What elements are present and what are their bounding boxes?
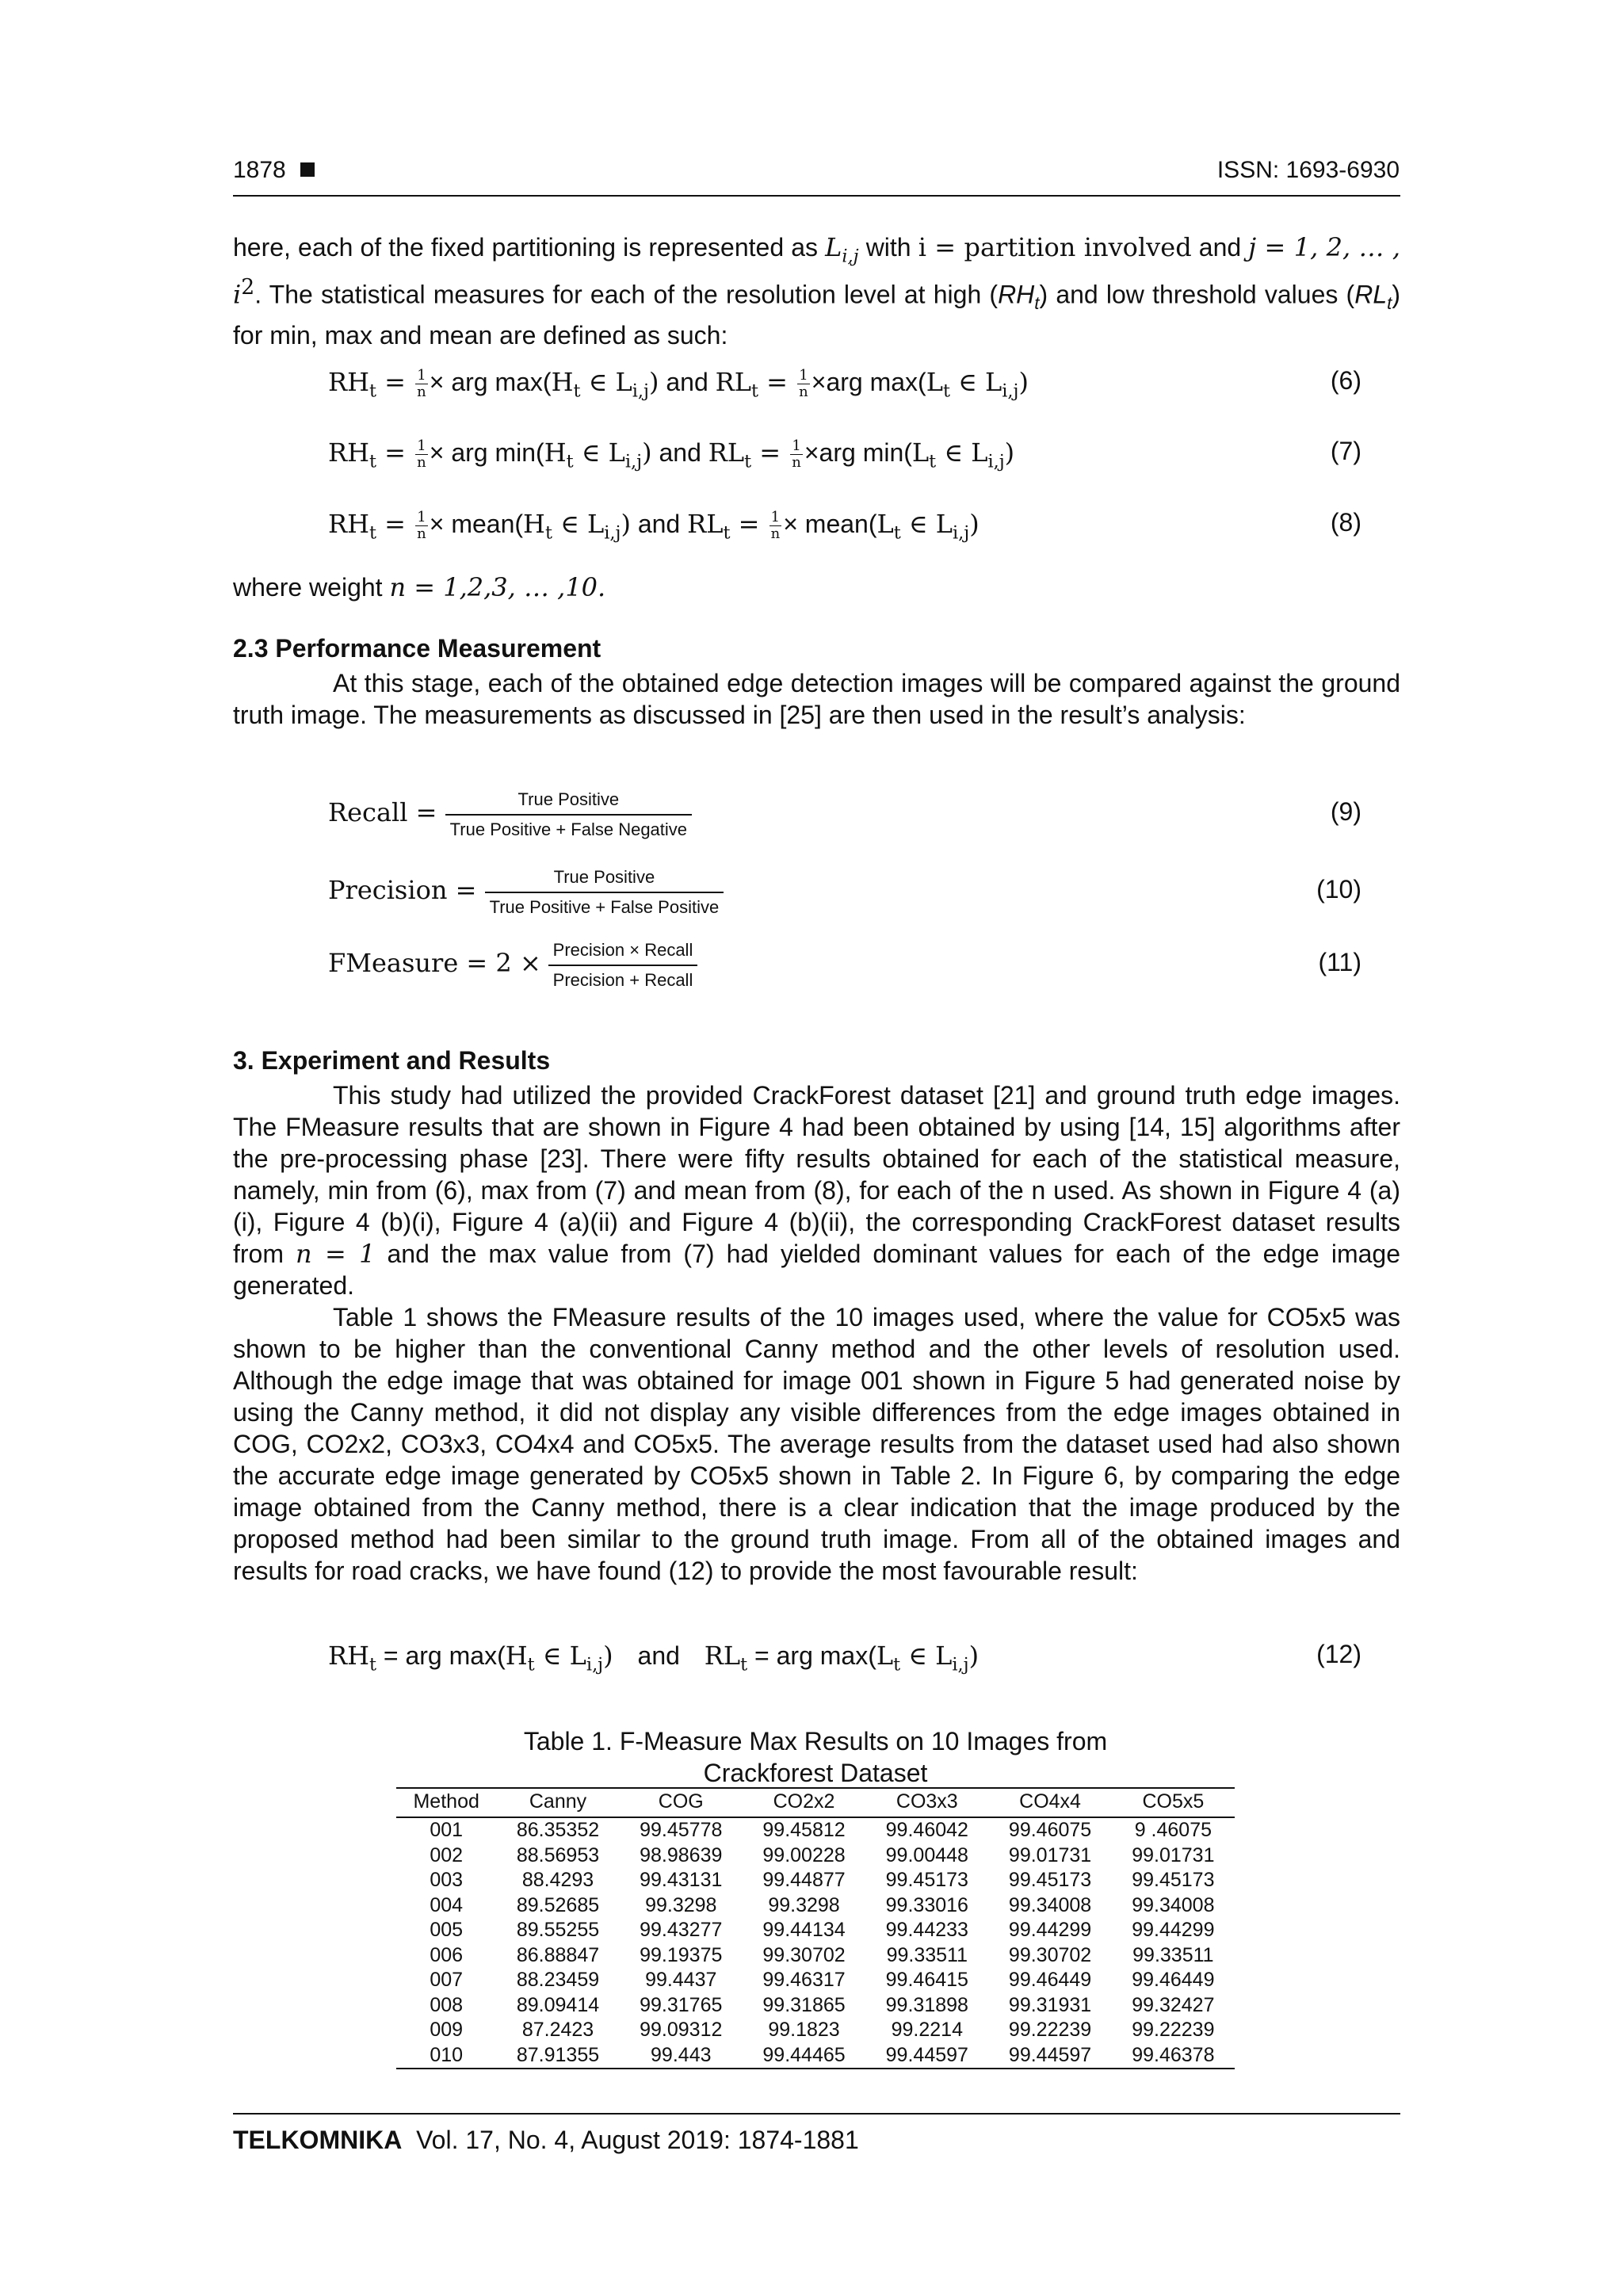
journal-name: TELKOMNIKA: [233, 2126, 403, 2154]
section-2-3-heading: 2.3 Performance Measurement: [233, 634, 601, 663]
journal-details: Vol. 17, No. 4, August 2019: 1874-1881: [416, 2126, 859, 2154]
equation-8-number: (8): [1330, 508, 1361, 537]
intro-paragraph: here, each of the fixed partitioning is represented as $L_{i,j}$ with i = partition involved and j = 1, 2, … , $i^2$. The statistical measures for each of the resolution level at high $(RH_t)$ and low threshold values $(RL_t)$ for min, max and mean are defined as such:: [233, 232, 1401, 350]
table-row: 009 87.2423 99.09312 99.1823 99.2214 99.22239 99.22239: [430, 2019, 1215, 2042]
precision-equation: Precision = $\frac{\text{True Positive}}{\text{True Positive + False Positive}}$: [328, 862, 724, 918]
fmeasure-number: (11): [1318, 948, 1361, 976]
equation-12-number: (12): [1316, 1640, 1361, 1668]
table-row: 001 86.35352 99.45778 99.45812 99.46042 99.46075 9 .46075: [430, 1819, 1212, 1842]
equation-6: $RH_t$ = $\frac{1}{n}$ × arg $\max(H_t$ ∈ $L_{i,j}$) and $RL_t$ = $\frac{1}{n}$ ×arg $\max(L_t$ ∈ $L_{i,j}$): [328, 367, 1029, 402]
precision-number: (10): [1316, 875, 1361, 904]
section-3-heading: 3. Experiment and Results: [233, 1046, 551, 1075]
table-row: 005 89.55255 99.43277 99.44134 99.44233 99.44299 99.44299: [430, 1919, 1215, 1942]
footer-rule: [233, 2113, 1400, 2115]
recall-equation: Recall = $\frac{\text{True Positive}}{\text{True Positive + False Negative}}$: [328, 785, 692, 840]
table-row: 010 87.91355 99.443 99.44465 99.44597 99.44597 99.46378: [396, 2043, 1235, 2069]
equation-7-number: (7): [1330, 437, 1361, 465]
equation-8: $RH_t$ = $\frac{1}{n}$ × $mean(H_t$ ∈ $L_{i,j}$) and $RL_t$ = $\frac{1}{n}$ × $mean(L_t$ ∈ $L_{i,j}$): [328, 509, 980, 544]
page-footer: [233, 2126, 859, 2155]
table-row: 006 86.88847 99.19375 99.30702 99.33511 99.30702 99.33511: [430, 1943, 1214, 1966]
table-row: 002 88.56953 98.98639 99.00228 99.00448 99.01731 99.01731: [430, 1843, 1215, 1866]
equation-7: $RH_t$ = $\frac{1}{n}$ × arg $\min(H_t$ ∈ $L_{i,j}$) and $RL_t$ = $\frac{1}{n}$ ×arg $\min(L_t$ ∈ $L_{i,j}$): [328, 437, 1015, 472]
page-number: 1878: [233, 157, 286, 183]
section-2-3-paragraph: At this stage, each of the obtained edge detection images will be compared against the ground truth image. The measurements as discussed in [25] are then used in the result’s analysis:: [233, 669, 1400, 729]
table-1: [396, 1787, 1235, 2069]
table-row: 007 88.23459 99.4437 99.46317 99.46415 99.46449 99.46449: [430, 1969, 1215, 1992]
table-header-row: Method Canny COG CO2x2 CO3x3 CO4x4 CO5x5: [396, 1788, 1235, 1817]
header-rule: [233, 195, 1400, 197]
where-weight: where weight n = 1,2,3, … ,10.: [233, 572, 606, 602]
square-bullet-icon: [300, 162, 315, 177]
page-header-left: [233, 157, 315, 184]
table-row: 008 89.09414 99.31765 99.31865 99.31898 99.31931 99.32427: [430, 1993, 1215, 2016]
table-1-caption: Table 1. F-Measure Max Results on 10 Images from Crackforest Dataset: [523, 1727, 1108, 1787]
section-3-paragraph-2: Table 1 shows the FMeasure results of the 10 images used, where the value for CO5x5 was shown to be higher than the conventional Canny method and the other levels of resolution used. Although the edge image that was obtained for image 001 shown in Figure 5 had generated noise by using the Canny method, it did not display any visible differences from the edge images obtained in COG, CO2x2, CO3x3, CO4x4 and CO5x5. The average results from the dataset used had also shown the accurate edge image generated by CO5x5 shown in Table 2. In Figure 6, by comparing the edge image obtained from the Canny method, there is a clear indication that the image produced by the proposed method had been similar to the ground truth image. From all of the obtained images and results for road cracks, we have found (12) to provide the most favourable result:: [233, 1303, 1400, 1585]
fraction: $\frac{1}{n}$: [417, 367, 426, 401]
issn: ISSN: 1693-6930: [1216, 157, 1400, 183]
table-row: 003 88.4293 99.43131 99.44877 99.45173 99.45173 99.45173: [430, 1869, 1215, 1892]
fmeasure-equation: FMeasure = 2 × $\frac{\text{Precision × Recall}}{\text{Precision + Recall}}$: [328, 935, 697, 991]
table-row: 004 89.52685 99.3298 99.3298 99.33016 99.34008 99.34008: [430, 1893, 1215, 1916]
recall-number: (9): [1330, 797, 1361, 826]
equation-6-number: (6): [1330, 366, 1361, 395]
section-3-paragraph-1: This study had utilized the provided CrackForest dataset [21] and ground truth edge images. The FMeasure results that are shown in Figure 4 had been obtained by using [14, 15] algorithms after the pre-processing phase [23]. There were fifty results obtained for each of the statistical measure, namely, min from (6), max from (7) and mean from (8), for each of the n used. As shown in Figure 4 (a)(i), Figure 4 (b)(i), Figure 4 (a)(ii) and Figure 4 (b)(ii), the corresponding CrackForest dataset results from n = 1 and the max value from (7) had yielded dominant values for each of the edge image generated.: [233, 1081, 1401, 1300]
equation-12: $RH_t$ = arg $\max(H_t$ ∈ $L_{i,j}$) and $RL_t$ = arg $\max(L_t$ ∈ $L_{i,j}$): [328, 1641, 980, 1675]
